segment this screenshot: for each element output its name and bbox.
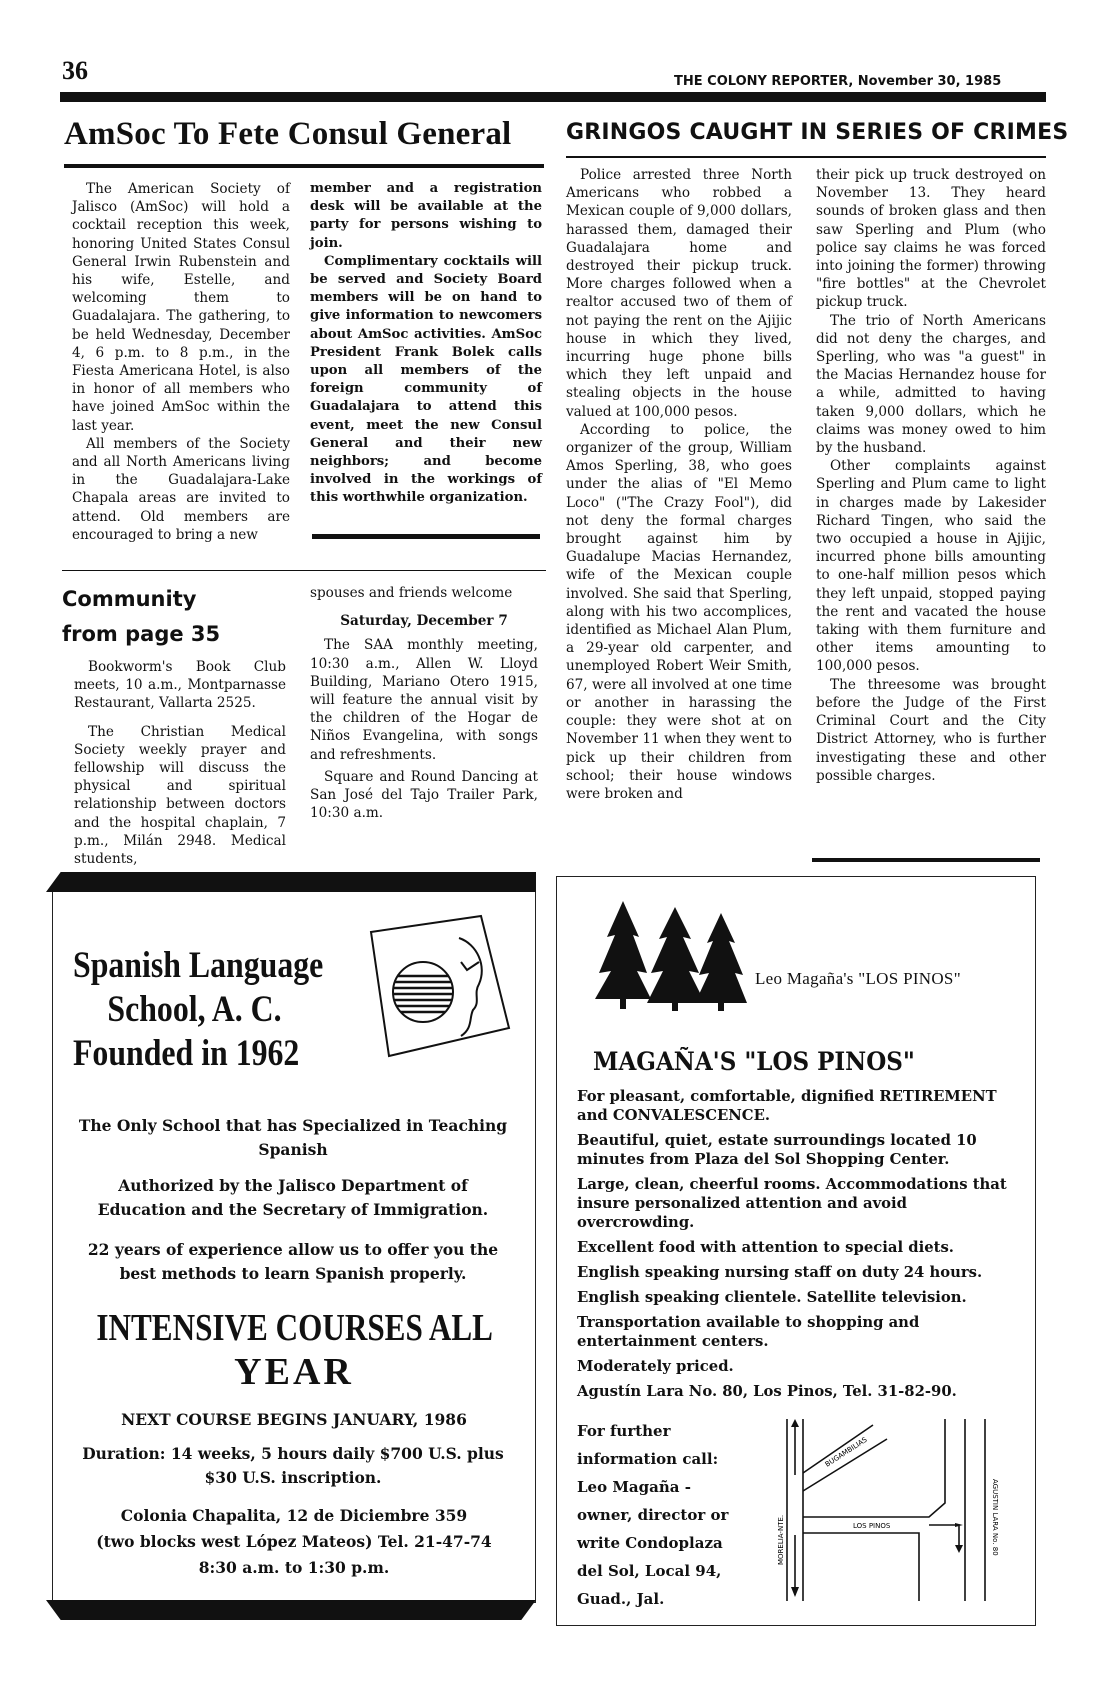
spanish-ad-title [73, 944, 323, 1076]
los-pinos-ad [556, 876, 1036, 1626]
los-pinos-contact: For further information call: Leo Magaña - owner, director or write Condoplaza del Sol, Local 94, Guad., Jal. [577, 1422, 729, 1608]
spanish-ad-address: Colonia Chapalita, 12 de Diciembre 359 [120, 1506, 468, 1525]
gringos-column-1 [566, 166, 792, 803]
amsoc-divider [62, 570, 546, 571]
community-column-1 [74, 658, 286, 868]
spanish-ad-title-line2: School, A. C. [107, 989, 282, 1030]
spanish-ad-para2: Authorized by the Jalisco Department of Education and the Secretary of Immigration. [97, 1176, 489, 1219]
amsoc-paragraph: All members of the Society and all North Americans living in the Guadalajara-Lake Chapala areas are invited to attend. Old members are encouraged to bring a new [72, 435, 290, 543]
gringos-headline: GRINGOS CAUGHT IN SERIES OF CRIMES [566, 120, 1069, 145]
amsoc-paragraph: Complimentary cocktails will be served and Society Board members will be on hand to give information to newcomers about AmSoc activities. AmSoc President Frank Bolek calls upon all members of the foreign community of Guadalajara to attend this event, meet the new Consul General and their new neighbors; and become involved in the workings of this worthwhile organization. [310, 253, 542, 506]
community-paragraph: Square and Round Dancing at San José del Tajo Trailer Park, 10:30 a.m. [310, 768, 538, 822]
spanish-ad-directions: (two blocks west López Mateos) Tel. 21-47-74 [96, 1532, 492, 1551]
amsoc-paragraph: member and a registration desk will be available at the party for persons wishing to join. [310, 181, 542, 251]
los-pinos-item: Agustín Lara No. 80, Los Pinos, Tel. 31-82-90. [577, 1383, 957, 1400]
amsoc-column-2 [310, 180, 542, 508]
gringos-paragraph: Other complaints against Sperling and Plum came to light in charges made by Lakesider Richard Tingen, who said the two occupied a house in Ajijic, incurred phone bills amounting to one-half million pesos which they left unpaid, stopped paying the rent and vacated the house taking with them furniture and other items amounting to 100,000 pesos. [816, 458, 1046, 675]
publication-dateline: THE COLONY REPORTER, November 30, 1985 [674, 74, 1002, 89]
spanish-ad-courses-line1: INTENSIVE COURSES ALL [96, 1307, 493, 1349]
map-label-morelia: MORELIA-NTE. [777, 1514, 785, 1565]
location-map [769, 1415, 1013, 1605]
amsoc-end-rule [312, 534, 540, 539]
spanish-ad-title-line1: Spanish Language [73, 945, 324, 986]
spanish-ad-courses [53, 1306, 535, 1394]
los-pinos-item: Transportation available to shopping and entertainment centers. [577, 1314, 920, 1350]
gringos-paragraph: The trio of North Americans did not deny the charges, and Sperling, who was "a guest" in the Macias Hernandez house for a while, admitted to having taken 9,000 dollars, which he claims was money owed to him by the husband. [816, 312, 1046, 457]
map-label-bugambilias: BUGAMBILIAS [823, 1435, 869, 1469]
amsoc-headline: AmSoc To Fete Consul General [64, 116, 512, 152]
map-label-los-pinos: LOS PINOS [853, 1522, 891, 1530]
speaking-head-logo [361, 910, 513, 1060]
los-pinos-tagline: Leo Magaña's "LOS PINOS" [755, 969, 961, 988]
los-pinos-item: English speaking nursing staff on duty 24 hours. [577, 1264, 983, 1281]
gringos-paragraph: Police arrested three North Americans who robbed a Mexican couple of 9,000 dollars, harassed them, damaged their Guadalajara home and destroyed their pickup truck. More charges followed when a realtor accused two of them of not paying the rent on the Ajijic house in which they lived, incurring huge phone bills which they left unpaid and stealing objects in the house valued at 100,000 pesos. [566, 167, 792, 420]
spanish-ad-top-band [46, 872, 536, 892]
los-pinos-item: Excellent food with attention to special diets. [577, 1239, 954, 1256]
gringos-paragraph: The threesome was brought before the Judge of the First Criminal Court and the City District Attorney, who is further investigating these and other possible charges. [816, 676, 1046, 784]
community-paragraph: The SAA monthly meeting, 10:30 a.m., Allen W. Lloyd Building, Mariano Otero 1915, will feature the annual visit by the children of the Hogar de Niños Evangelina, with songs and refreshments. [310, 637, 538, 763]
los-pinos-item: Moderately priced. [577, 1358, 734, 1375]
community-date-heading: Saturday, December 7 [340, 613, 508, 630]
pine-trees-illustration [593, 899, 749, 1011]
amsoc-column-1 [72, 180, 290, 544]
community-heading [62, 582, 220, 652]
los-pinos-item: Beautiful, quiet, estate surroundings located 10 minutes from Plaza del Sol Shopping Center. [577, 1132, 977, 1168]
spanish-ad-duration: Duration: 14 weeks, 5 hours daily $700 U.S. plus $30 U.S. inscription. [82, 1444, 504, 1487]
gringos-end-rule [812, 858, 1040, 862]
community-heading-subtitle: from page 35 [62, 622, 221, 646]
spanish-ad-para1: The Only School that has Specialized in Teaching Spanish [78, 1116, 508, 1159]
community-column-2 [310, 584, 538, 822]
spanish-ad-bottom-band [46, 1600, 536, 1620]
amsoc-paragraph: The American Society of Jalisco (AmSoc) will hold a cocktail reception this week, honoring United States Consul General Irwin Rubenstein and his wife, Estelle, and welcoming them to Guadalajara. The gathering, to be held Wednesday, December 4, 6 p.m. to 8 p.m., in the Fiesta Americana Hotel, is also in honor of all members who have joined AmSoc within the last year. [72, 181, 290, 434]
gringos-rule [566, 156, 1046, 158]
community-heading-title: Community [62, 587, 197, 611]
los-pinos-title: MAGAÑA'S "LOS PINOS" [593, 1047, 915, 1076]
community-lead-line: spouses and friends welcome [310, 585, 513, 601]
spanish-ad-para3: 22 years of experience allow us to offer you the best methods to learn Spanish properly. [87, 1240, 499, 1283]
community-paragraph: Bookworm's Book Club meets, 10 a.m., Montparnasse Restaurant, Vallarta 2525. [74, 659, 286, 712]
spanish-ad-title-line3: Founded in 1962 [73, 1033, 300, 1074]
header-rule [60, 92, 1046, 102]
spanish-ad-courses-line2: YEAR [234, 1351, 354, 1393]
amsoc-rule-top [64, 164, 544, 168]
gringos-column-2 [816, 166, 1046, 785]
spanish-ad-next-course: NEXT COURSE BEGINS JANUARY, 1986 [121, 1410, 467, 1429]
los-pinos-item: English speaking clientele. Satellite television. [577, 1289, 967, 1306]
los-pinos-item: For pleasant, comfortable, dignified RETIREMENT and CONVALESCENCE. [577, 1088, 997, 1124]
page-number: 36 [62, 56, 88, 85]
spanish-ad-hours: 8:30 a.m. to 1:30 p.m. [198, 1558, 390, 1577]
map-label-agustin: AGUSTIN LARA No. 80 [991, 1479, 999, 1556]
los-pinos-items [577, 1087, 1013, 1401]
gringos-paragraph: their pick up truck destroyed on November 13. They heard sounds of broken glass and then saw Sperling and Plum (who police say claims he was forced into joining the former) throwing "fire bottles" at the Chevrolet pickup truck. [816, 167, 1046, 311]
gringos-paragraph: According to police, the organizer of the group, William Amos Sperling, 38, who goes under the alias of "El Memo Loco" ("The Crazy Fool"), did not deny the formal charges brought against him by Guadalupe Macias Hernandez, wife of the Mexican couple involved. She said that Sperling, along with his two accomplices, identified as Michael Alan Plum, a 29-year old carpenter, and unemployed Robert Weir Smith, 67, were all involved at one time or another in harassing the couple: they were shot at on November 11 when they went to pick up their children from school; their house windows were broken and [566, 421, 792, 802]
community-paragraph: The Christian Medical Society weekly prayer and fellowship will discuss the physical and spiritual relationship between doctors and the hospital chaplain, 7 p.m., Milán 2948. Medical students, [74, 723, 286, 868]
los-pinos-item: Large, clean, cheerful rooms. Accommodations that insure personalized attention and avoid overcrowding. [577, 1176, 1007, 1231]
spanish-school-ad [52, 892, 536, 1603]
